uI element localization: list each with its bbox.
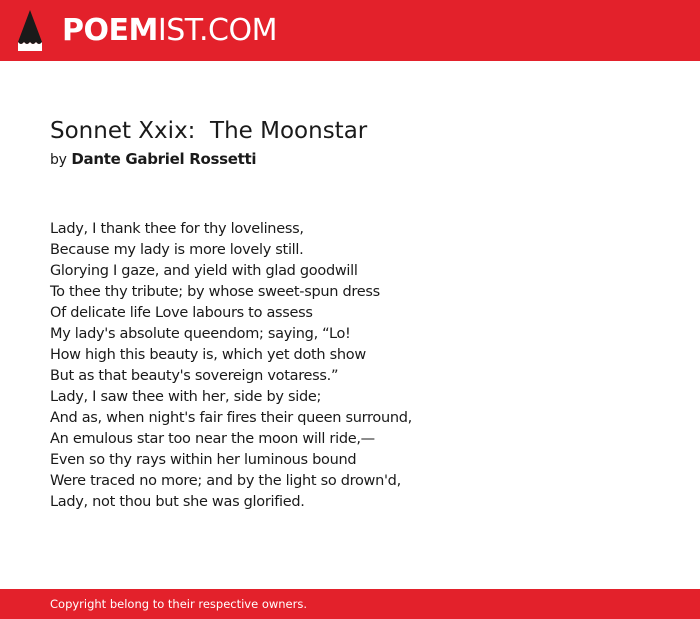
poem-line: Of delicate life Love labours to assess [50,305,313,321]
pencil-tip-icon [18,10,42,51]
by-label: by [50,152,67,168]
poem-line: Because my lady is more lovely still. [50,242,304,258]
poem-line: To thee thy tribute; by whose sweet-spun dress [50,284,380,300]
poem-line: An emulous star too near the moon will ride,— [50,431,375,447]
poem-line: Lady, not thou but she was glorified. [50,494,305,510]
poem-line: Even so thy rays within her luminous bound [50,452,357,468]
poem-line: And as, when night's fair fires their queen surround, [50,410,412,426]
poem-line: Lady, I thank thee for thy loveliness, [50,221,304,237]
poem-line: How high this beauty is, which yet doth show [50,347,366,363]
site-logo[interactable] [62,13,277,49]
poem-body [50,219,412,513]
site-header [0,0,700,61]
author-name: Dante Gabriel Rossetti [71,150,257,168]
site-footer [0,589,700,619]
copyright-text: Copyright belong to their respective owners. [50,597,308,611]
poem-line: Were traced no more; and by the light so drown'd, [50,473,401,489]
poem-title: Sonnet Xxix: The Moonstar [50,118,368,144]
logo-bold-text: POEM [62,13,158,48]
byline [50,149,256,170]
poem-line: But as that beauty's sovereign votaress.” [50,368,339,384]
poem-line: Lady, I saw thee with her, side by side; [50,389,322,405]
logo-light-text: IST.COM [157,13,277,48]
poem-line: My lady's absolute queendom; saying, “Lo! [50,326,351,342]
poem-line: Glorying I gaze, and yield with glad goodwill [50,263,358,279]
